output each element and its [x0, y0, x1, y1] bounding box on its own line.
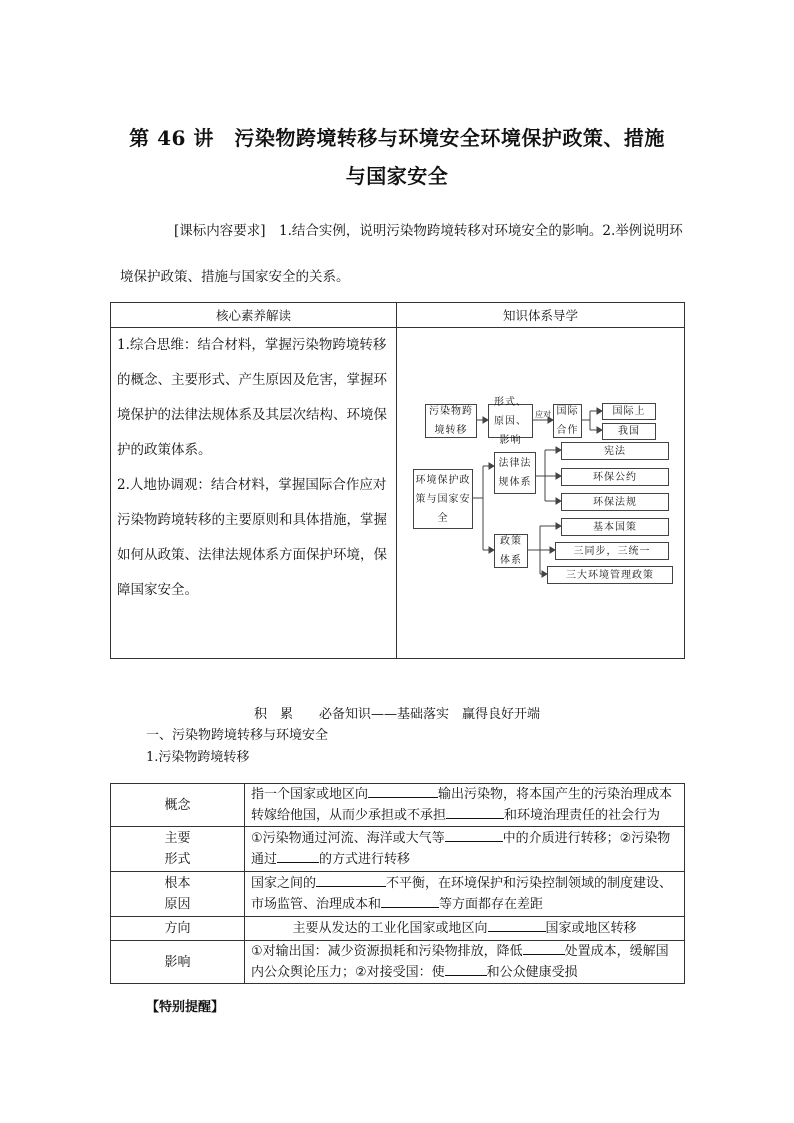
knowledge-diagram-cell — [397, 328, 685, 659]
arrow-label-respond: 应对 — [535, 410, 551, 419]
fill-blank[interactable] — [488, 918, 546, 932]
node-env-conventions: 环保公约 — [561, 468, 669, 486]
core-point-2: 2.人地协调观：结合材料，掌握国际合作应对污染物跨境转移的主要原则和具体措施，掌握如何从政策、法律法规体系方面保护环境，保障国家安全。 — [117, 477, 387, 598]
fill-blank[interactable] — [368, 784, 438, 798]
fill-blank[interactable] — [277, 849, 319, 863]
node-pollutant-transfer: 污染物跨境转移 — [425, 404, 477, 438]
special-reminder: 【特别提醒】 — [146, 1000, 225, 1015]
page-title: 第 46 讲 污染物跨境转移与环境安全环境保护政策、措施 — [129, 126, 665, 150]
node-env-policy-security: 环境保护政策与国家安全 — [413, 469, 473, 529]
row-content: 指一个国家或地区向 输出污染物，将本国产生的污染治理成本转嫁给他国，从而少承担或不承担 和环境治理责任的社会行为 — [245, 784, 685, 827]
row-label: 根本 原因 — [111, 872, 245, 917]
row-label: 概念 — [111, 784, 245, 827]
curriculum-requirement: [课标内容要求] 1.结合实例，说明污染物跨境转移对环境安全的影响。2.举例说明环境保护政策、措施与国家安全的关系。 — [120, 223, 683, 285]
heading-2: 1.污染物跨境转移 — [146, 750, 250, 765]
core-header-right: 知识体系导学 — [397, 303, 685, 328]
fill-blank[interactable] — [523, 941, 565, 955]
fill-blank[interactable] — [446, 805, 504, 819]
row-content: 主要从发达的工业化国家或地区向 国家或地区转移 — [245, 917, 685, 941]
core-literacy-text — [111, 328, 397, 659]
knowledge-diagram — [397, 328, 684, 658]
node-form-cause-impact: 形式、原因、影响 — [488, 404, 533, 438]
table-row — [111, 917, 685, 941]
node-three-sync: 三同步，三统一 — [555, 542, 669, 560]
fill-blank[interactable] — [381, 894, 439, 908]
fill-blank[interactable] — [445, 962, 487, 976]
fill-blank[interactable] — [316, 873, 386, 887]
core-point-1: 1.综合思维：结合材料，掌握污染物跨境转移的概念、主要形式、产生原因及危害，掌握环境保护的法律法规体系及其层次结构、环境保护的政策体系。 — [117, 337, 387, 458]
page-title-line2: 与国家安全 — [345, 164, 449, 188]
node-three-policies: 三大环境管理政策 — [547, 566, 673, 584]
node-constitution: 宪法 — [561, 442, 669, 460]
table-row — [111, 941, 685, 984]
row-content: ①对输出国：减少资源损耗和污染物排放，降低 处置成本，缓解国内公众舆论压力；②对接受国：使 和公众健康受损 — [245, 941, 685, 984]
heading-1: 一、污染物跨境转移与环境安全 — [146, 728, 329, 743]
fill-blank[interactable] — [445, 828, 503, 842]
node-china: 我国 — [602, 423, 656, 440]
node-international-cooperation: 国际合作 — [553, 404, 582, 438]
table-row — [111, 784, 685, 827]
node-basic-policy: 基本国策 — [561, 518, 669, 536]
node-env-regulations: 环保法规 — [561, 493, 669, 511]
core-header-left: 核心素养解读 — [111, 303, 397, 328]
table-row — [111, 872, 685, 917]
row-label: 影响 — [111, 941, 245, 984]
row-label: 主要 形式 — [111, 827, 245, 872]
section-heading: 积 累 必备知识——基础落实 赢得良好开端 — [253, 707, 540, 722]
table-row — [111, 827, 685, 872]
node-legal-system: 法律法规体系 — [494, 452, 536, 494]
node-international: 国际上 — [602, 403, 656, 420]
row-content: 国家之间的 不平衡，在环境保护和污染控制领域的制度建设、市场监管、治理成本和 等方面都存在差距 — [245, 872, 685, 917]
node-policy-system: 政策体系 — [494, 534, 528, 568]
core-literacy-table — [110, 302, 685, 659]
row-label: 方向 — [111, 917, 245, 941]
knowledge-table — [110, 783, 685, 984]
row-content: ①污染物通过河流、海洋或大气等 中的介质进行转移；②污染物通过 的方式进行转移 — [245, 827, 685, 872]
